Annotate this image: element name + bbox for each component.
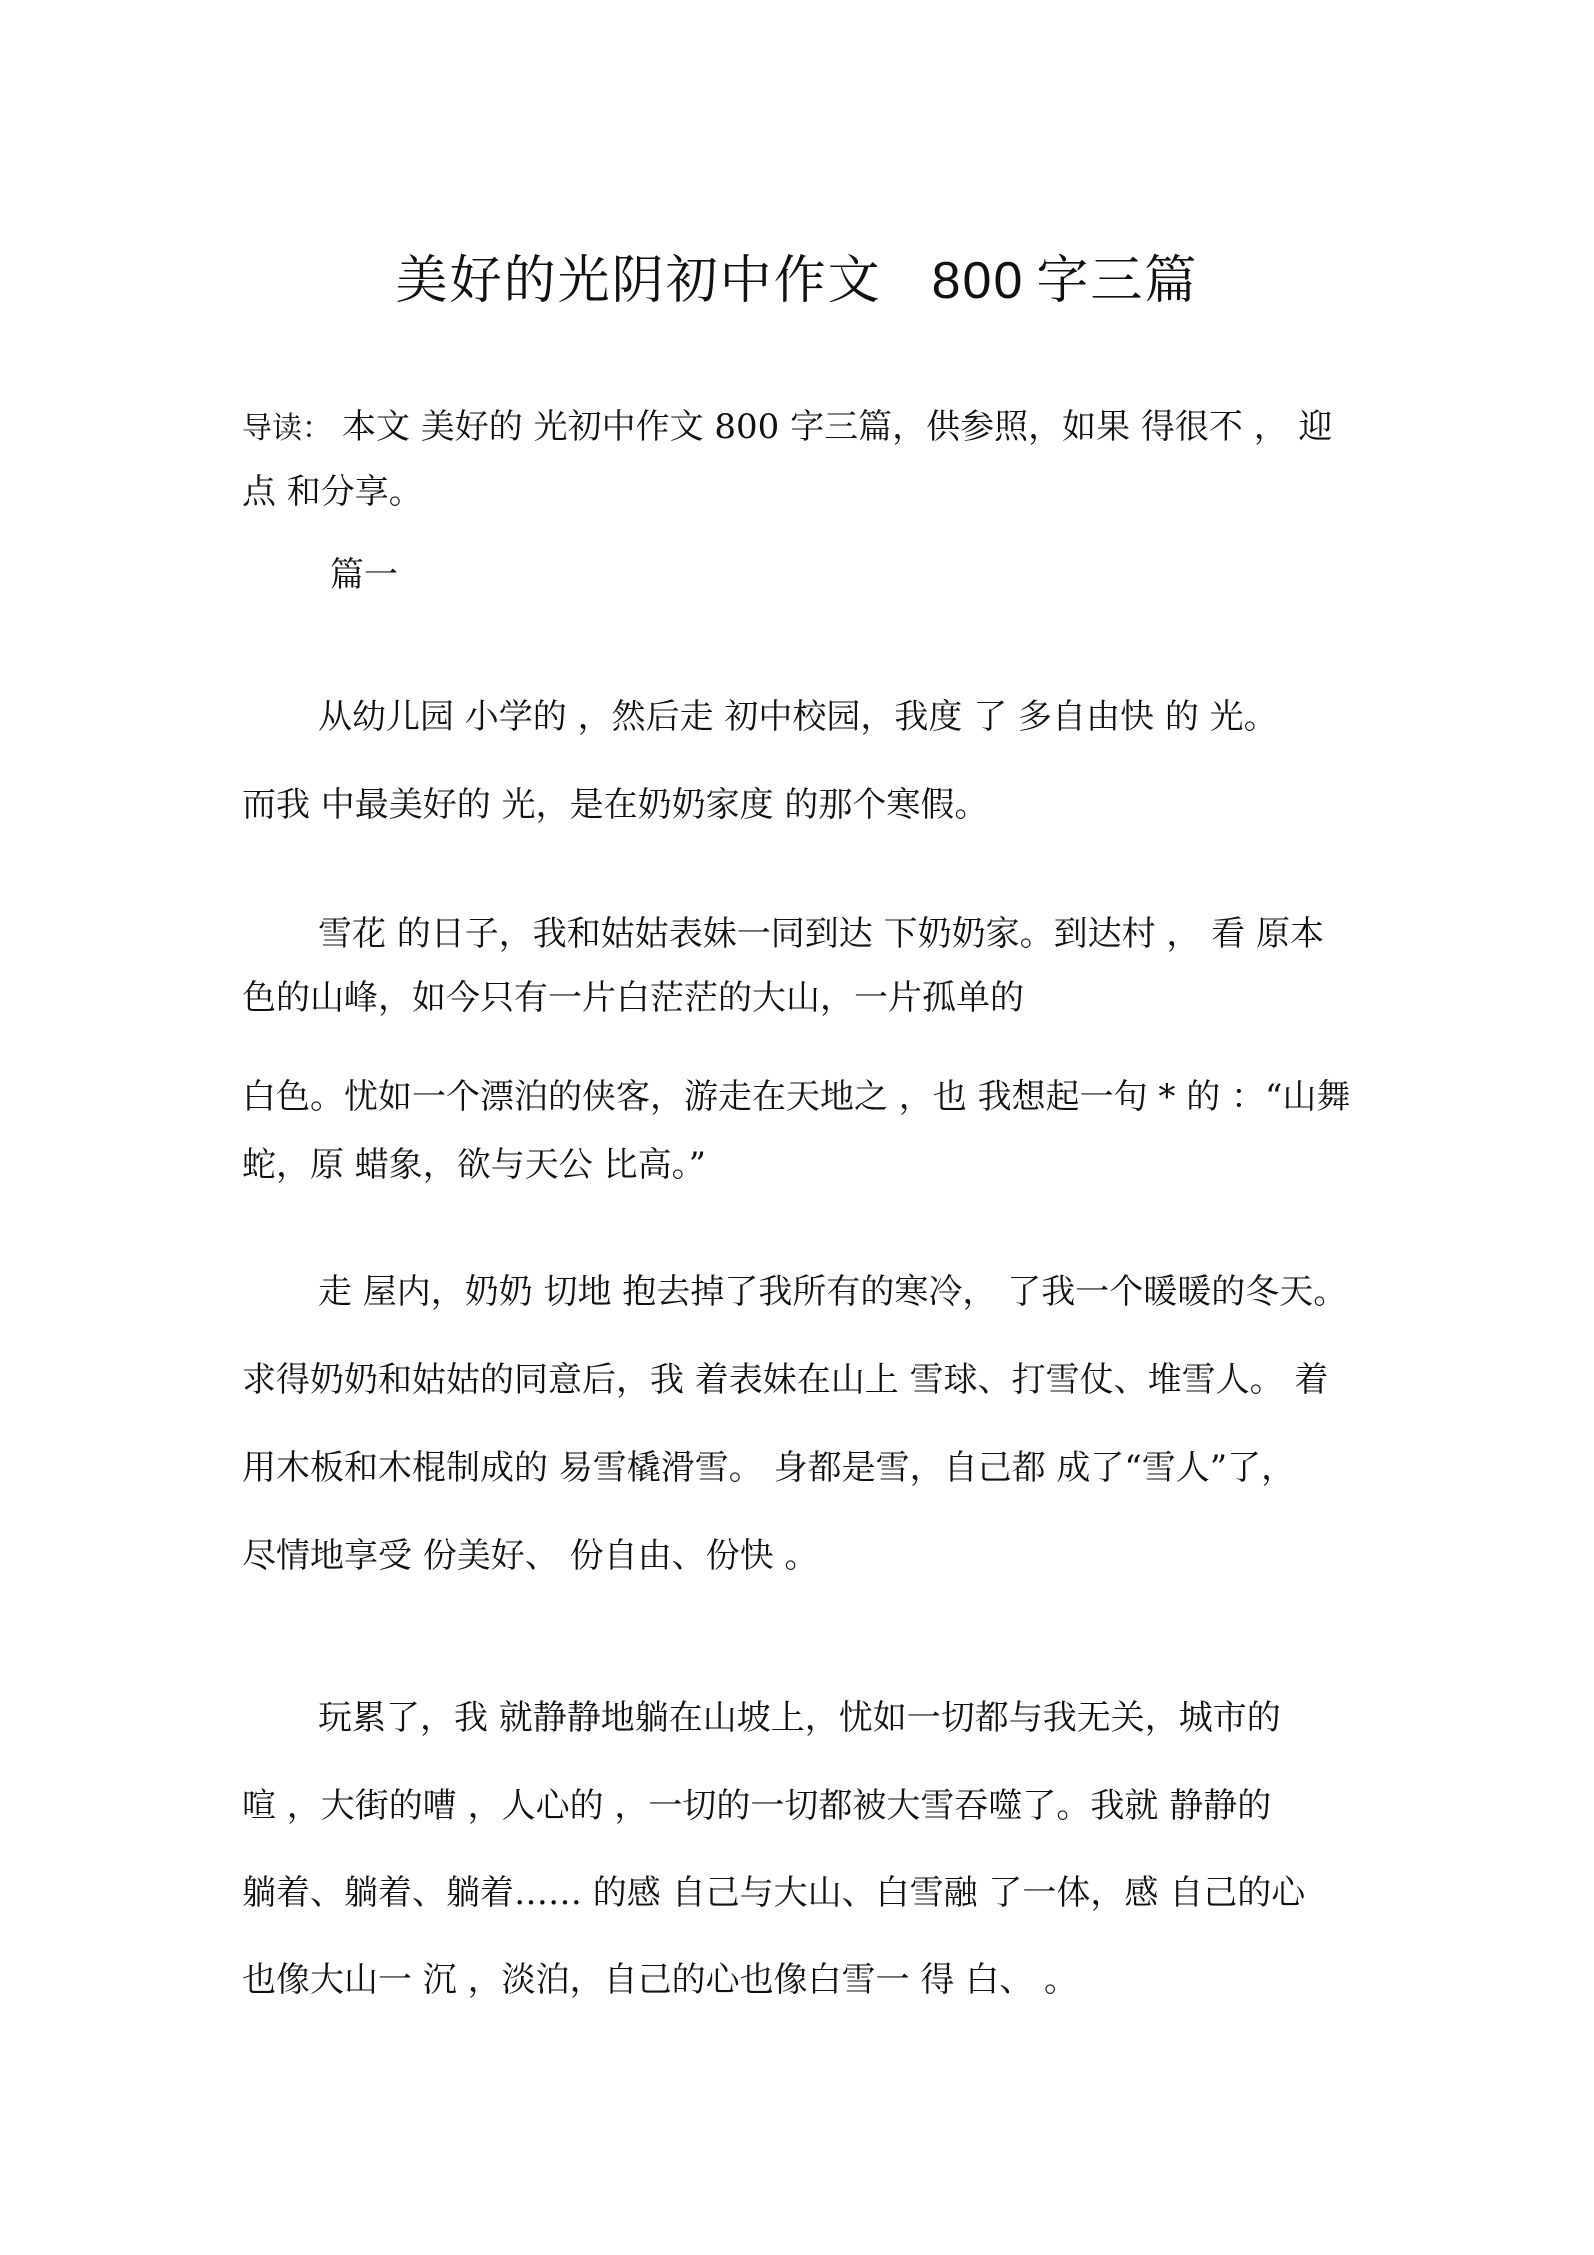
document-title [0,238,1594,313]
paragraph-4-line-3: 用木板和木棍制成的 易雪橇滑雪。 身都是雪，自己都 成了“雪人”了， [242,1448,1296,1488]
title-number: 800 [931,252,1025,310]
section-label: 篇一 [330,555,398,595]
paragraph-1-line-1: 从幼儿园 小学的 ，然后走 初中校园，我度 了 多自由快 的 光。 [318,697,1278,737]
paragraph-4-line-2: 求得奶奶和姑姑的同意后，我 着表妹在山上 雪球、打雪仗、堆雪人。 着 [242,1360,1329,1400]
paragraph-5-line-1: 玩累了，我 就静静地躺在山坡上，忧如一切都与我无关，城市的 [318,1698,1281,1738]
paragraph-2-line-1: 雪花 的日子，我和姑姑表妹一同到达 下奶奶家。到达村 ， 看 原本 [318,914,1325,954]
paragraph-5-line-3: 躺着、躺着、躺着…… 的感 自己与大山、白雪融 了一体，感 自己的心 [242,1873,1306,1913]
paragraph-3-line-1: 白色。忧如一个漂泊的侠客，游走在天地之 ，也 我想起一句 * 的 ：“山舞 [242,1077,1351,1117]
lead-line-1 [242,407,1352,449]
paragraph-2-line-2: 色的山峰，如今只有一片白茫茫的大山，一片孤单的 [242,978,1024,1018]
paragraph-5-line-4: 也像大山一 沉 ，淡泊，自己的心也像白雪一 得 白、 。 [242,1960,1079,2000]
lead-label: 导读： [242,411,332,446]
lead-text-1: 本文 美好的 光初中作文 800 字三篇，供参照，如果 得很不 ， 迎 [342,407,1333,447]
title-suffix: 字三篇 [1036,251,1199,311]
paragraph-1-line-2: 而我 中最美好的 光，是在奶奶家度 的那个寒假。 [242,785,989,825]
paragraph-4-line-1: 走 屋内，奶奶 切地 抱去掉了我所有的寒冷， 了我一个暖暖的冬天。 [318,1272,1348,1312]
paragraph-3-line-2: 蛇，原 蜡象，欲与天公 比高。” [242,1145,706,1185]
paragraph-5-line-2: 喧 ，大街的嘈 ，人心的 ，一切的一切都被大雪吞噬了。我就 静静的 [242,1786,1272,1826]
lead-line-2: 点 和分享。 [242,472,423,512]
title-text: 美好的光阴初中作文 [395,251,882,311]
paragraph-4-line-4: 尽情地享受 份美好、 份自由、份快 。 [242,1536,819,1576]
